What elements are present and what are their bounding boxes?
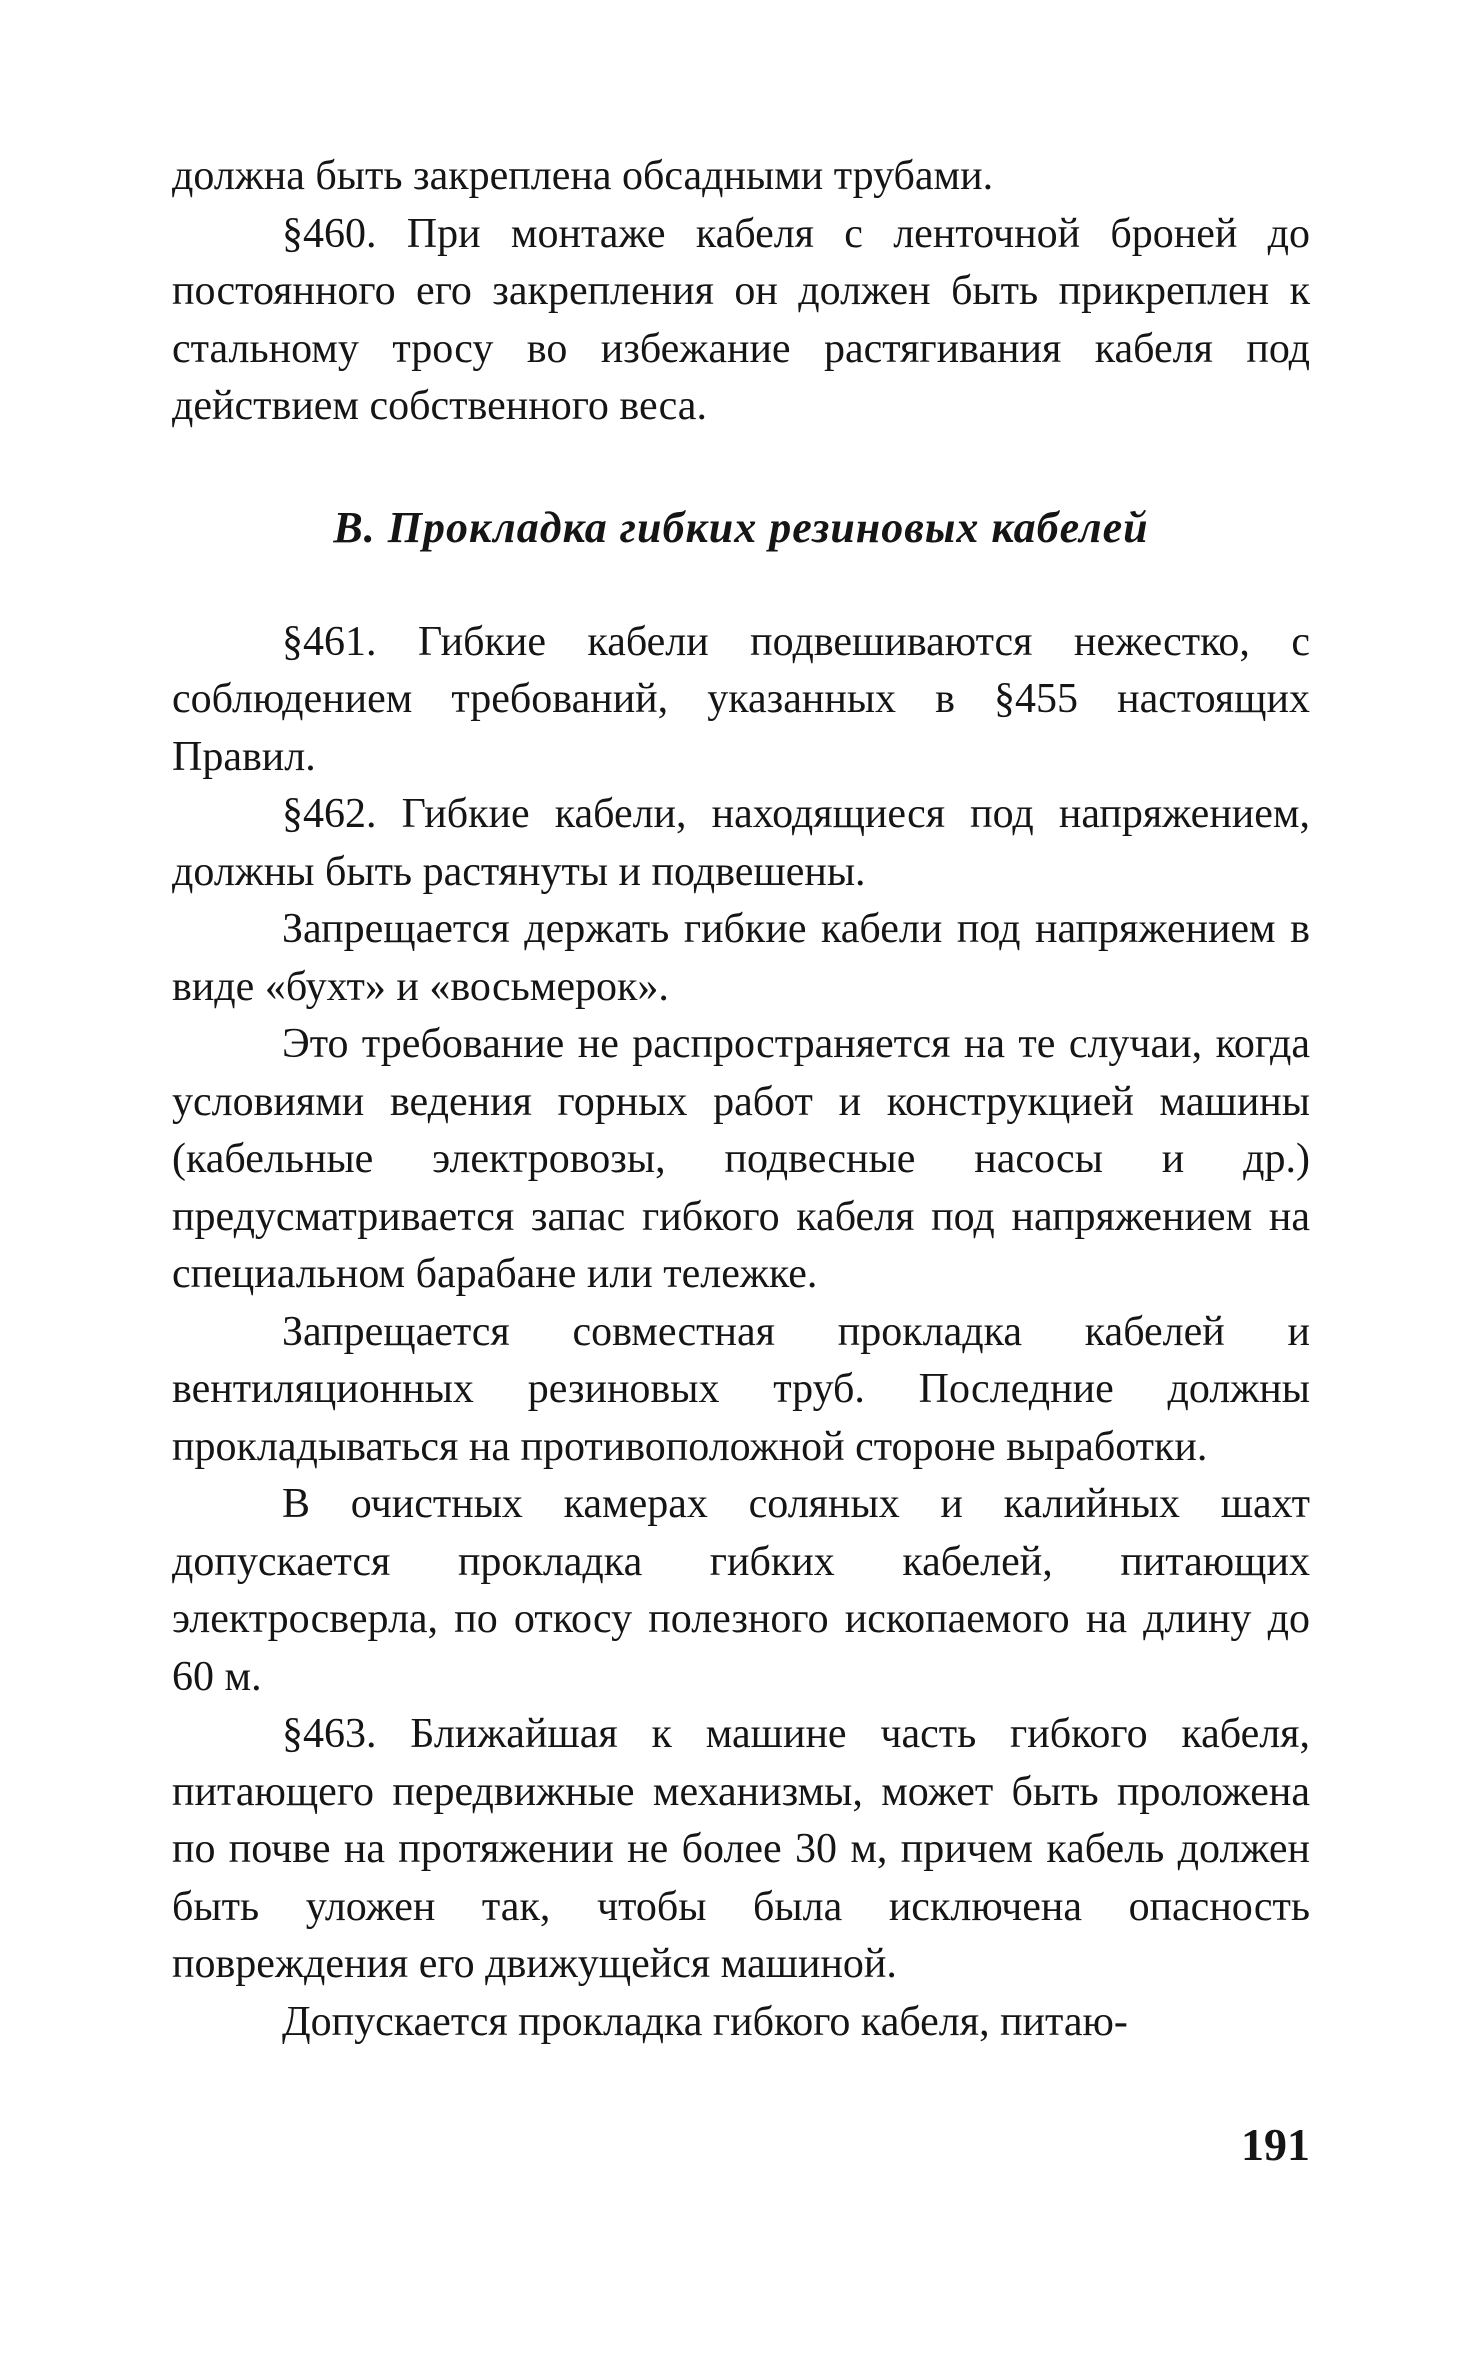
paragraph-prohibition-coils: Запрещается держать гибкие кабели под напряжением в виде «бухт» и «восьмерок». — [172, 906, 1310, 1010]
paragraph-exception: Это требование не распространяется на те случаи, когда условиями ведения горных работ и конструкцией машины (кабельные электровозы, подвесные насосы и др.) предусматривается запас гибкого кабеля под напряжением на специальном барабане или тележке. — [172, 1021, 1310, 1297]
section-heading: В. Прокладка гибких резиновых кабелей — [333, 502, 1149, 552]
paragraph-462: §462. Гибкие кабели, находящиеся под напряжением, должны быть растянуты и подвешены. — [172, 791, 1310, 895]
paragraph-461: §461. Гибкие кабели подвешиваются нежестко, с соблюдением требований, указанных в §455 настоящих Правил. — [172, 618, 1310, 780]
paragraph-463: §463. Ближайшая к машине часть гибкого кабеля, питающего передвижные механизмы, может быть проложена по почве на протяжении не более 30 м, причем кабель должен быть уложен так, чтобы была исключена опасность повреждения его движущейся машиной. — [172, 1711, 1310, 1987]
paragraph-continuation: должна быть закреплена обсадными трубами. — [172, 153, 994, 199]
paragraph-ventilation-pipes: Запрещается совместная прокладка кабелей и вентиляционных резиновых труб. Последние должны прокладываться на противоположной стороне выработки. — [172, 1308, 1310, 1470]
paragraph-salt-mines: В очистных камерах соляных и калийных шахт допускается прокладка гибких кабелей, питающих электросверла, по откосу полезного ископаемого на длину до 60 м. — [172, 1481, 1310, 1700]
paragraph-continued: Допускается прокладка гибкого кабеля, питаю- — [282, 1998, 1128, 2045]
page-body — [172, 148, 1310, 2051]
paragraph-460: §460. При монтаже кабеля с ленточной броней до постоянного его закрепления он должен быть прикреплен к стальному тросу во избежание растягивания кабеля под действием собственного веса. — [172, 210, 1310, 429]
page-number: 191 — [1241, 2119, 1310, 2170]
